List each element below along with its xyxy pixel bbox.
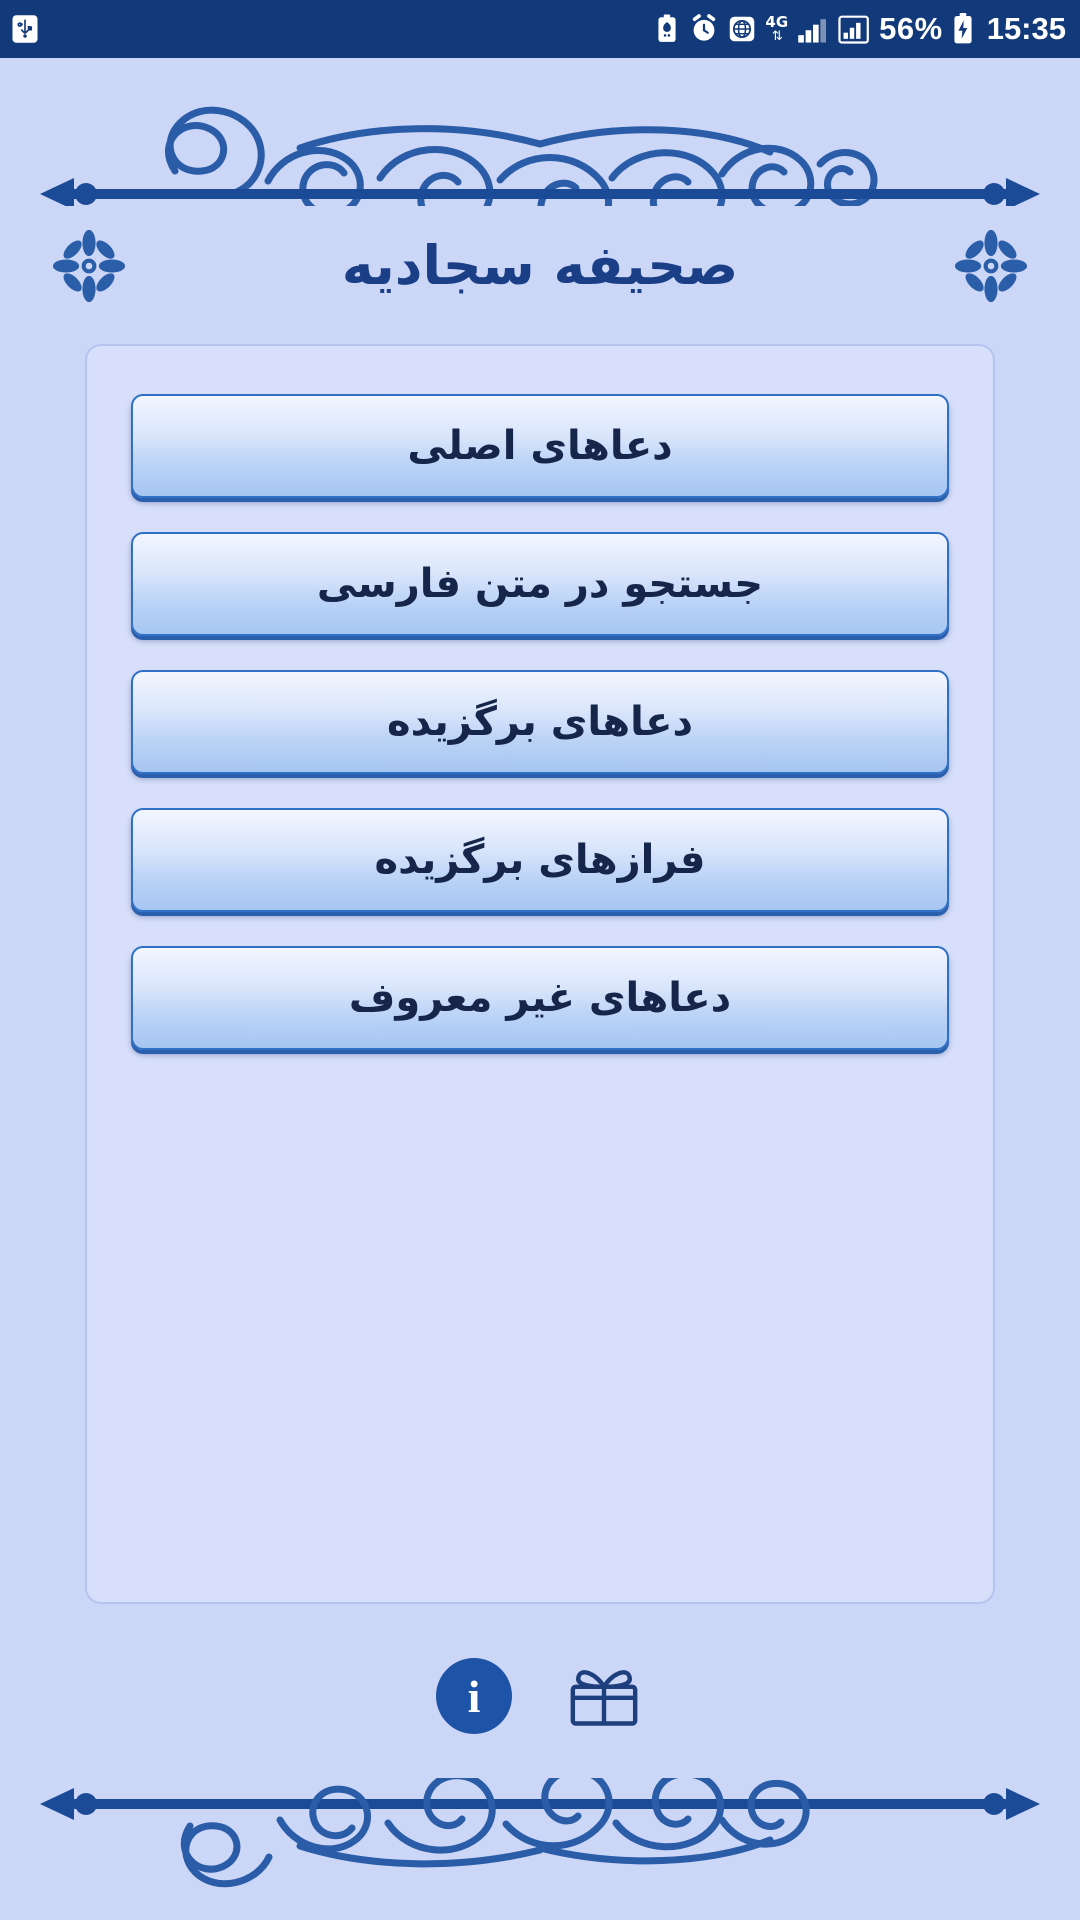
gift-icon[interactable] — [564, 1658, 644, 1734]
network-type-label: 4G — [765, 13, 789, 31]
status-bar-right — [654, 11, 1066, 47]
status-bar-left — [10, 12, 40, 46]
signal-4g-icon — [765, 15, 788, 43]
footer-icon-row — [0, 1658, 1080, 1734]
page-title: صحیفه سجادیه — [341, 234, 739, 298]
title-row — [0, 216, 1080, 316]
signal-bars-icon — [797, 14, 829, 44]
info-icon[interactable]: i — [436, 1658, 512, 1734]
menu-item-main-prayers[interactable]: دعاهای اصلی — [131, 394, 949, 498]
top-ornamental-divider — [0, 86, 1080, 206]
battery-percent-label: 56% — [879, 11, 943, 46]
battery-saver-icon — [654, 14, 680, 44]
alarm-icon — [689, 14, 719, 44]
app-screen — [0, 58, 1080, 1920]
menu-item-selected-passages[interactable]: فرازهای برگزیده — [131, 808, 949, 912]
menu-item-lesser-known-prayers[interactable]: دعاهای غیر معروف — [131, 946, 949, 1050]
rosette-icon — [48, 225, 130, 307]
data-transfer-arrows-icon: ⇅ — [771, 29, 782, 44]
battery-charging-icon — [952, 13, 974, 45]
menu-panel — [85, 344, 995, 1604]
clock-label: 15:35 — [986, 11, 1066, 46]
bottom-ornamental-divider — [0, 1778, 1080, 1898]
usb-icon — [10, 12, 40, 46]
globe-icon — [728, 15, 756, 43]
menu-item-selected-prayers[interactable]: دعاهای برگزیده — [131, 670, 949, 774]
rosette-icon — [950, 225, 1032, 307]
signal-bars-2-icon — [838, 14, 870, 44]
status-bar — [0, 0, 1080, 58]
menu-item-search-persian-text[interactable]: جستجو در متن فارسی — [131, 532, 949, 636]
